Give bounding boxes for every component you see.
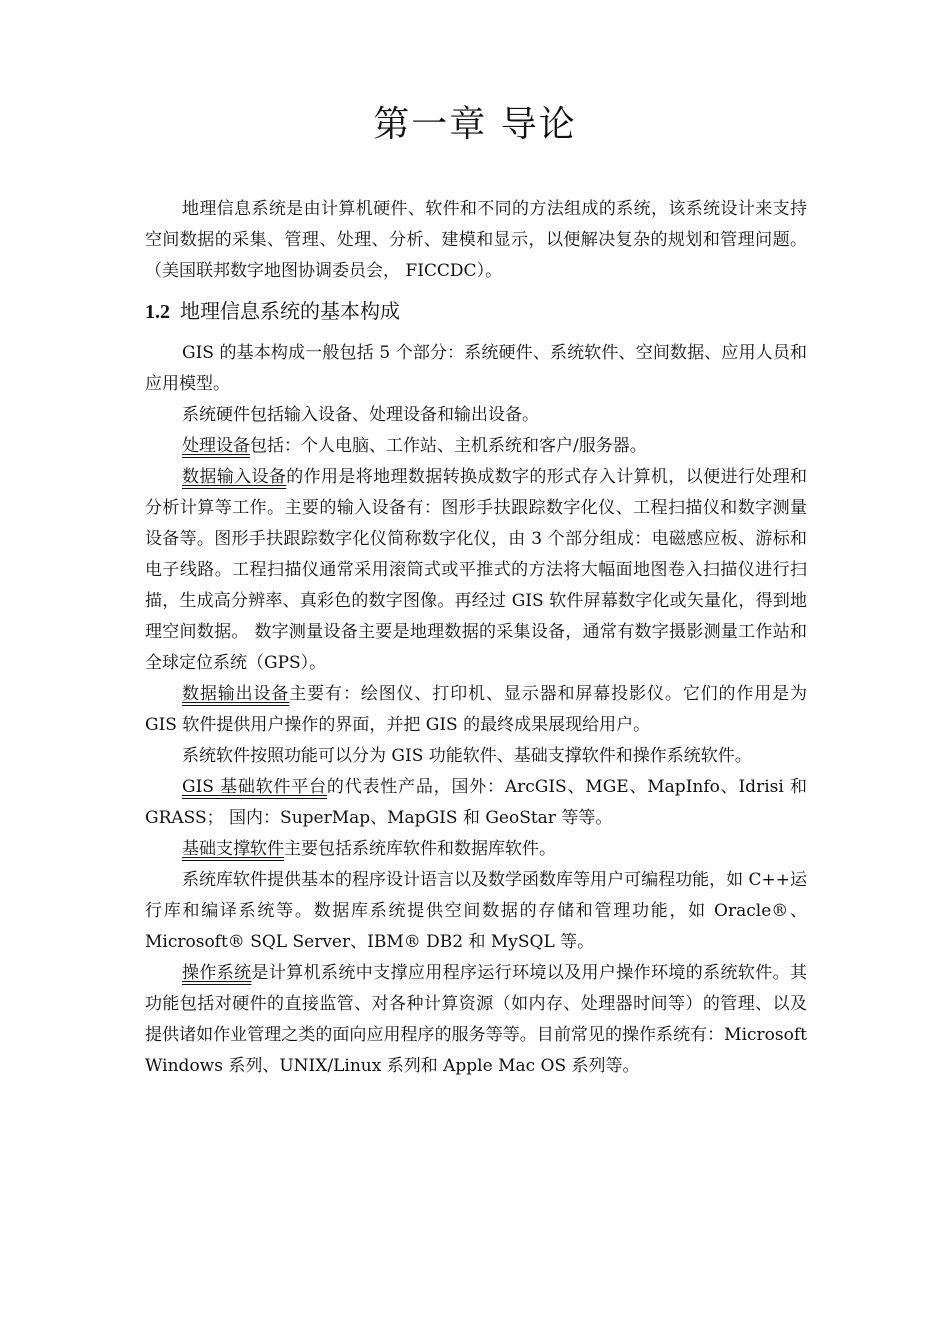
section-heading <box>145 291 807 332</box>
chapter-title: 第一章 导论 <box>373 104 577 145</box>
paragraph-components: GIS 的基本构成一般包括 5 个部分：系统硬件、系统软件、空间数据、应用人员和应用模型。 <box>145 343 807 394</box>
term-gis-platform: GIS 基础软件平台 <box>182 777 327 797</box>
paragraph-text: 的作用是将地理数据转换成数字的形式存入计算机，以便进行处理和分析计算等工作。主要的输入设备有：图形手扶跟踪数字化仪、工程扫描仪和数字测量设备等。图形手扶跟踪数字化仪简称数字化仪，由 3 个部分组成：电磁感应板、游标和电子线路。工程扫描仪通常采用滚筒式或平推式的方法将大幅面地图卷入扫描仪进行扫描，生成高分辨率、真彩色的数字图像。再经过 GIS 软件屏幕数字化或矢量化，得到地理空间数据。 数字测量设备主要是地理数据的采集设备，通常有数字摄影测量工作站和全球定位系统（GPS）。 <box>145 467 808 673</box>
paragraph-text: 主要有：绘图仪、打印机、显示器和屏幕投影仪。它们的作用是为 GIS 软件提供用户操作的界面，并把 GIS 的最终成果展现给用户。 <box>145 684 808 735</box>
paragraph-support-software <box>145 834 807 865</box>
term-support-software: 基础支撑软件 <box>182 839 284 859</box>
paragraph-processing-devices <box>145 431 807 462</box>
paragraph-library-software: 系统库软件提供基本的程序设计语言以及数学函数库等用户可编程功能，如 C++运行库和编译系统等。数据库系统提供空间数据的存储和管理功能，如 Oracle®、Microsoft® SQL Server、IBM® DB2 和 MySQL 等。 <box>145 870 807 952</box>
paragraph-input-devices <box>145 462 807 679</box>
paragraph-output-devices <box>145 679 807 741</box>
term-input-devices: 数据输入设备 <box>182 467 287 487</box>
paragraph-text: 主要包括系统库软件和数据库软件。 <box>284 839 556 859</box>
term-processing-devices: 处理设备 <box>182 436 250 456</box>
paragraph-gis-platform <box>145 772 807 834</box>
paragraph-operating-system <box>145 958 807 1082</box>
paragraph-text: 是计算机系统中支撑应用程序运行环境以及用户操作环境的系统软件。其功能包括对硬件的直接监管、对各种计算资源（如内存、处理器时间等）的管理、以及提供诸如作业管理之类的面向应用程序的服务等等。目前常见的操作系统有：Microsoft Windows 系列、UNIX/Linux 系列和 Apple Mac OS 系列等。 <box>145 963 808 1076</box>
intro-paragraph: 地理信息系统是由计算机硬件、软件和不同的方法组成的系统，该系统设计来支持空间数据的采集、管理、处理、分析、建模和显示，以便解决复杂的规划和管理问题。（美国联邦数字地图协调委员会， FICCDC）。 <box>145 199 807 281</box>
term-output-devices: 数据输出设备 <box>182 684 290 704</box>
term-operating-system: 操作系统 <box>182 963 252 983</box>
section-number: 1.2 <box>145 301 170 323</box>
paragraph-text: 的代表性产品，国外：ArcGIS、MGE、MapInfo、Idrisi 和 GRASS； 国内：SuperMap、MapGIS 和 GeoStar 等等。 <box>145 777 807 828</box>
paragraph-hardware: 系统硬件包括输入设备、处理设备和输出设备。 <box>182 405 539 425</box>
document-body <box>145 194 807 1082</box>
section-title: 地理信息系统的基本构成 <box>180 299 400 323</box>
paragraph-text: 包括：个人电脑、工作站、主机系统和客户/服务器。 <box>250 436 647 456</box>
paragraph-system-software: 系统软件按照功能可以分为 GIS 功能软件、基础支撑软件和操作系统软件。 <box>182 746 752 766</box>
